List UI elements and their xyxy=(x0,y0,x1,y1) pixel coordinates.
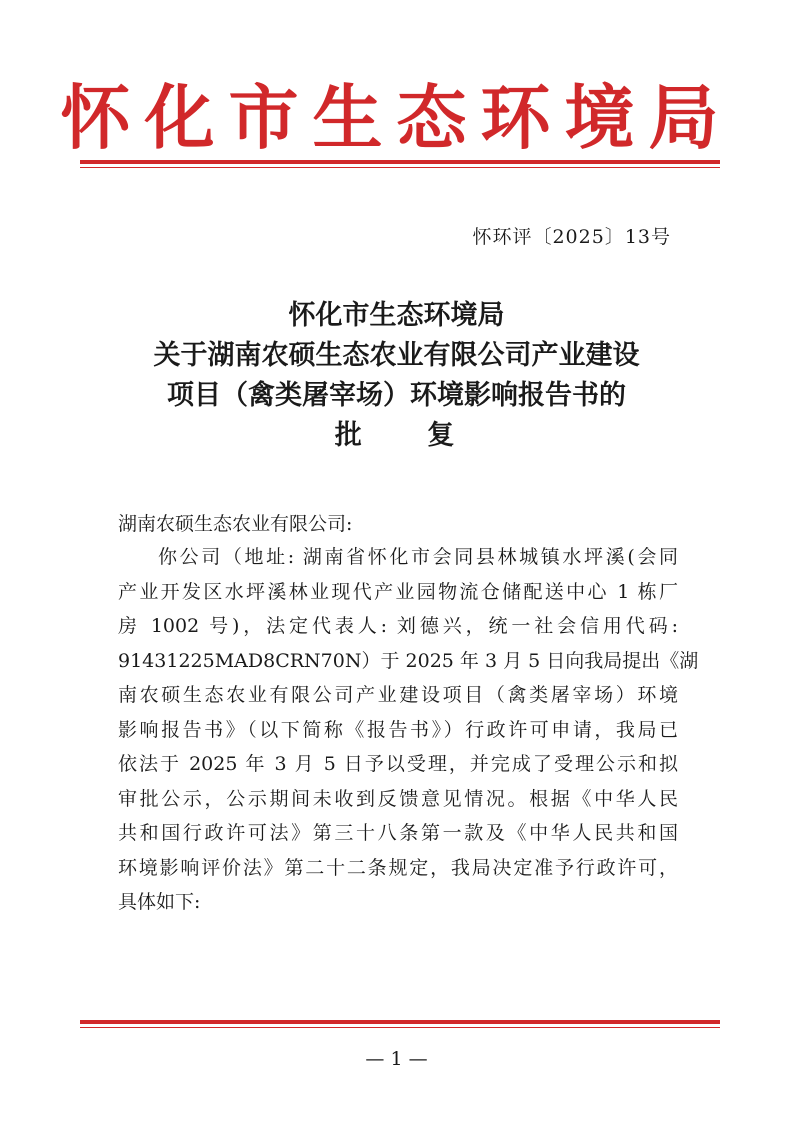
body-line: 依法于 2025 年 3 月 5 日予以受理，并完成了受理公示和拟 xyxy=(118,753,678,775)
document-number: 怀环评〔2025〕13号 xyxy=(472,226,671,248)
body-line: 影响报告书》（以下简称《报告书》）行政许可申请，我局已 xyxy=(118,718,678,741)
footer-red-rule-thick xyxy=(80,1020,720,1024)
title-line-1: 怀化市生态环境局 xyxy=(288,300,505,331)
body-line: 房 1002 号)，法定代表人: 刘德兴，统一社会信用代码: xyxy=(118,615,678,637)
masthead-red-rule-thin xyxy=(80,167,720,168)
document-title xyxy=(0,296,793,456)
issuing-authority-masthead: 怀化市生态环境局 xyxy=(60,76,733,159)
footer-red-rule-thin xyxy=(80,1027,720,1028)
body-line: 你公司（地址: 湖南省怀化市会同县林城镇水坪溪(会同 xyxy=(158,546,678,568)
title-line-3: 项目（禽类屠宰场）环境影响报告书的 xyxy=(167,380,626,411)
masthead-red-rule-thick xyxy=(80,160,720,164)
page-number: — 1 — xyxy=(365,1048,428,1070)
body-line: 91431225MAD8CRN70N）于 2025 年 3 月 5 日向我局提出《湖 xyxy=(118,649,699,672)
salutation: 湖南农硕生态农业有限公司: xyxy=(118,513,353,535)
body-line: 审批公示，公示期间未收到反馈意见情况。根据《中华人民 xyxy=(118,787,678,810)
body-line: 南农硕生态农业有限公司产业建设项目（禽类屠宰场）环境 xyxy=(118,684,678,706)
body-paragraph xyxy=(118,540,699,920)
body-line: 共和国行政许可法》第三十八条第一款及《中华人民共和国 xyxy=(118,822,678,844)
title-line-2: 关于湖南农硕生态农业有限公司产业建设 xyxy=(153,340,640,371)
body-line: 产业开发区水坪溪林业现代产业园物流仓储配送中心 1 栋厂 xyxy=(118,580,678,603)
body-line: 环境影响评价法》第二十二条规定，我局决定准予行政许可， xyxy=(118,856,678,879)
body-line: 具体如下: xyxy=(118,891,201,913)
title-line-4: 批 复 xyxy=(334,420,483,451)
